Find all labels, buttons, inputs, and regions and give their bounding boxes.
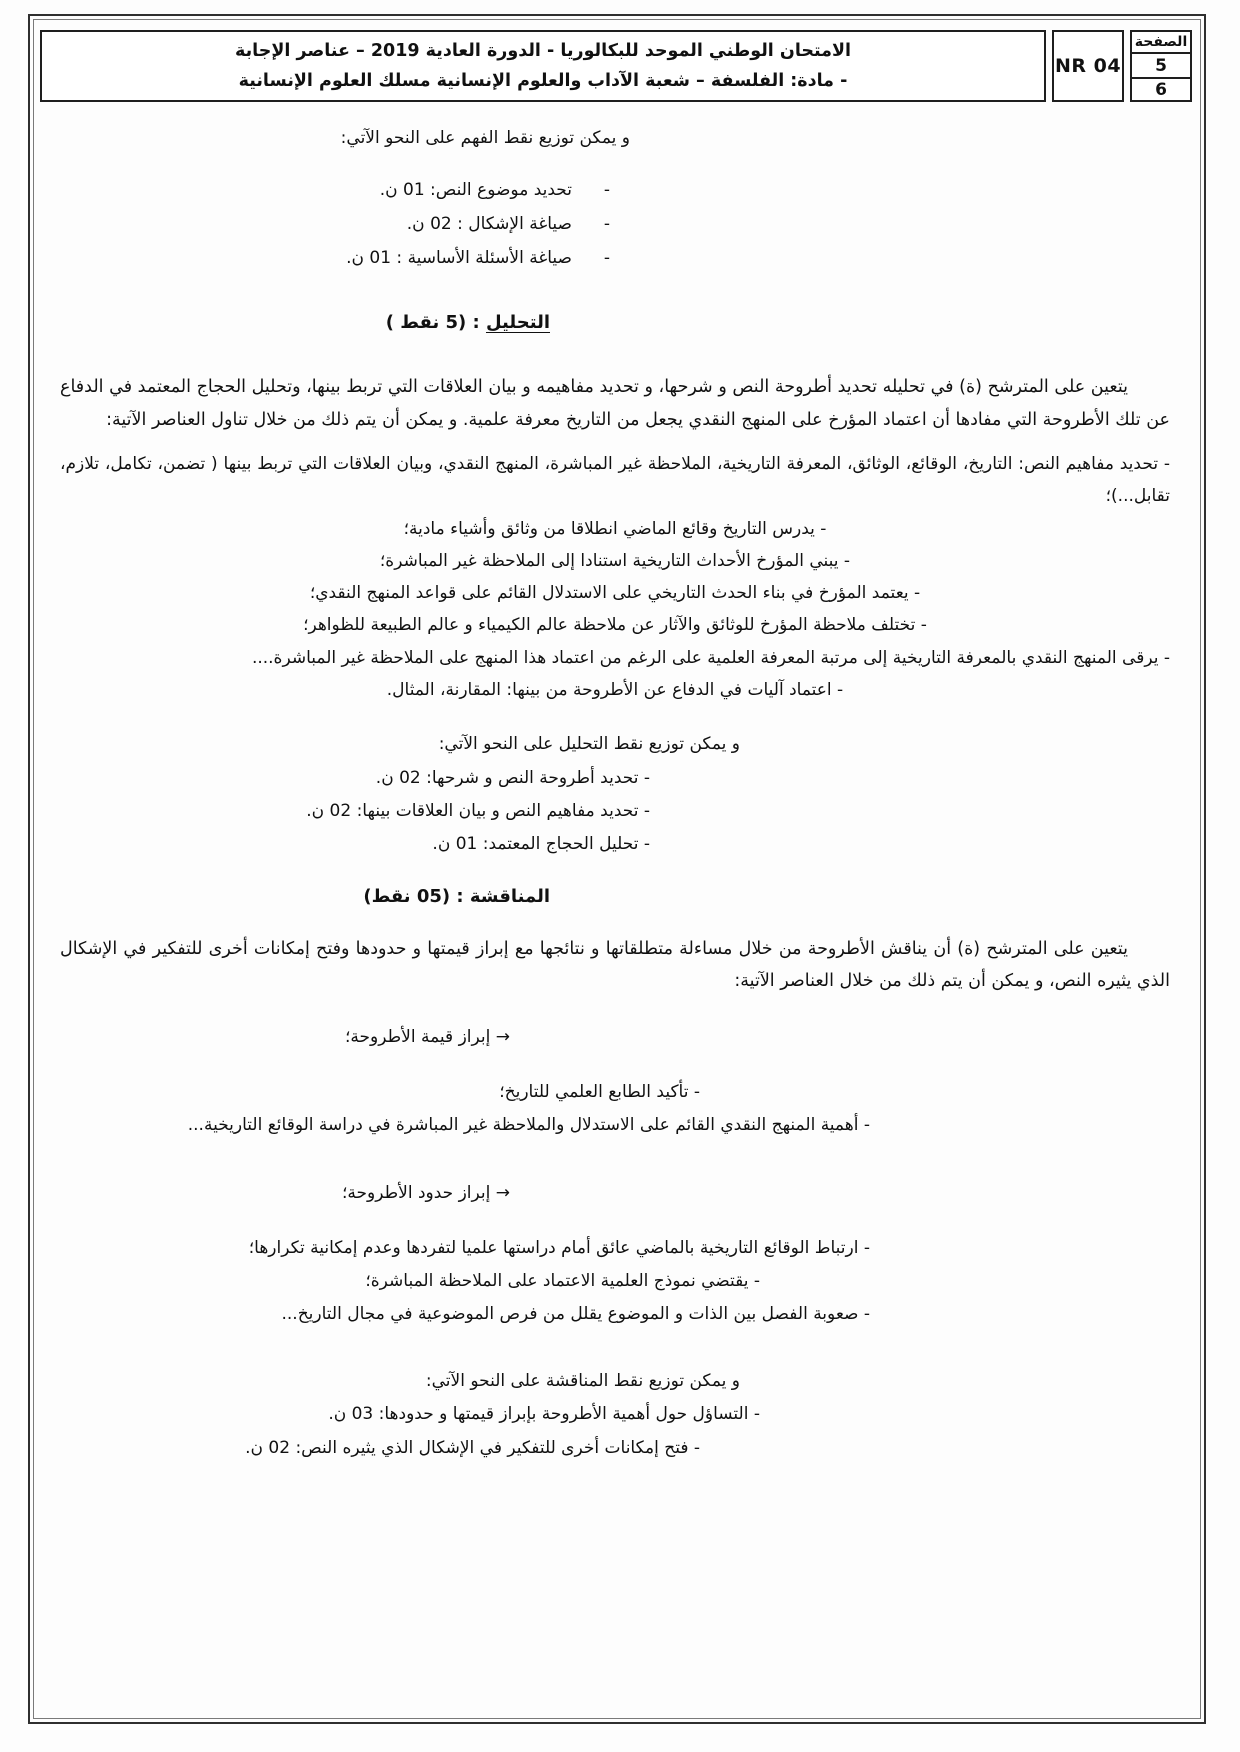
list-item-label: تحديد موضوع النص: 01 ن.	[379, 180, 572, 201]
list-item-label: صياغة الإشكال : 02 ن.	[406, 214, 572, 235]
list-item-label: صياغة الأسئلة الأساسية : 01 ن.	[346, 248, 572, 269]
list-item	[60, 173, 610, 207]
discussion-paragraph: يتعين على المترشح (ة) أن يناقش الأطروحة من خلال مساءلة متطلقاتها و نتائجها مع إبراز قيمتها و حدودها وفتح إمكانات أخرى للتفكير في الإشكال الذي يثيره النص، و يمكن أن يتم ذلك من خلال العناصر الآتية:	[60, 938, 1170, 992]
dash-icon: -	[603, 214, 610, 235]
exam-title-box	[40, 30, 1046, 102]
exam-title-line-2: - مادة: الفلسفة – شعبة الآداب والعلوم الإنسانية مسلك العلوم الإنسانية	[238, 71, 848, 91]
discussion-distribution-item: - فتح إمكانات أخرى للتفكير في الإشكال الذي يثيره النص: 02 ن.	[245, 1437, 700, 1458]
analysis-distribution-intro: و يمكن توزيع نقط التحليل على النحو الآتي:	[438, 734, 740, 755]
analysis-paragraph: يتعين على المترشح (ة) في تحليله تحديد أطروحة النص و شرحها، و تحديد مفاهيمه و بيان العلاقات التي تربط بينها، وتحليل الحجاج المعتمد في الدفاع عن تلك الأطروحة التي مفادها أن اعتماد المؤرخ على المنهج النقدي يجعل من التاريخ معرفة علمية. و يمكن أن يتم ذلك من خلال تناول العناصر الآتية:	[60, 377, 1170, 430]
exam-code-box: NR 04	[1052, 30, 1124, 102]
discussion-distribution-item: - التساؤل حول أهمية الأطروحة بإبراز قيمتها و حدودها: 03 ن.	[328, 1404, 760, 1425]
comprehension-distribution-intro: و يمكن توزيع نقط الفهم على النحو الآتي:	[340, 128, 630, 148]
analysis-heading-points: : (5 نقط )	[385, 312, 480, 334]
list-item: - يرقى المنهج النقدي بالمعرفة التاريخية إلى مرتبة المعرفة العلمية على الرغم من اعتماد هذا المنهج على الملاحظة غير المباشرة....	[251, 647, 1170, 668]
list-item: - تختلف ملاحظة المؤرخ للوثائق والآثار عن ملاحظة عالم الكيمياء و عالم الطبيعة للظواهر؛	[303, 615, 927, 636]
analysis-bullets	[60, 448, 1170, 706]
discussion-distribution-intro: و يمكن توزيع نقط المناقشة على النحو الآتي:	[425, 1371, 740, 1392]
list-item	[60, 241, 610, 275]
page-label: الصفحة	[1132, 31, 1190, 54]
discussion-section-heading	[60, 883, 1170, 911]
analysis-distribution-item: - تحديد مفاهيم النص و بيان العلاقات بينها: 02 ن.	[306, 800, 650, 821]
exam-header	[40, 30, 1192, 102]
limits-point: - ارتباط الوقائع التاريخية بالماضي عائق أمام دراستها علميا لتفردها وعدم إمكانية تكرارها؛	[248, 1237, 870, 1258]
list-item: - تحديد مفاهيم النص: التاريخ، الوقائع، الوثائق، المعرفة التاريخية، الملاحظة غير المباشرة، المنهج النقدي، وبيان العلاقات التي تربط بينها ( تضمن، تكامل، تلازم، تقابل...)؛	[60, 453, 1170, 507]
analysis-section-heading	[60, 309, 1170, 337]
list-item: - اعتماد آليات في الدفاع عن الأطروحة من بينها: المقارنة، المثال.	[386, 680, 844, 701]
dash-icon: -	[603, 180, 610, 201]
page-total: 6	[1155, 80, 1167, 100]
discussion-heading-points: : (05 نقط)	[363, 885, 464, 907]
comprehension-points-list	[60, 173, 1170, 275]
exam-title-line-1: الامتحان الوطني الموحد للبكالوريا - الدورة العادية 2019 – عناصر الإجابة	[234, 41, 852, 61]
limits-heading: → إبراز حدود الأطروحة؛	[342, 1182, 510, 1203]
page-number-box	[1130, 30, 1192, 102]
analysis-heading-label: التحليل	[485, 312, 550, 334]
limits-point: - يقتضي نموذج العلمية الاعتماد على الملاحظة المباشرة؛	[365, 1270, 760, 1291]
analysis-distribution-item: - تحديد أطروحة النص و شرحها: 02 ن.	[375, 767, 650, 788]
list-item	[60, 207, 610, 241]
discussion-heading-label: المناقشة	[469, 885, 550, 907]
analysis-distribution-item: - تحليل الحجاج المعتمد: 01 ن.	[432, 833, 650, 854]
value-heading: → إبراز قيمة الأطروحة؛	[345, 1026, 510, 1047]
document-body	[60, 125, 1170, 1465]
list-item: - يبني المؤرخ الأحداث التاريخية استنادا إلى الملاحظة غير المباشرة؛	[379, 550, 851, 571]
value-point: - أهمية المنهج النقدي القائم على الاستدلال والملاحظة غير المباشرة في دراسة الوقائع التاريخية...	[187, 1114, 870, 1135]
dash-icon: -	[603, 248, 610, 269]
value-point: - تأكيد الطابع العلمي للتاريخ؛	[499, 1081, 700, 1102]
list-item: - يعتمد المؤرخ في بناء الحدث التاريخي على الاستدلال القائم على قواعد المنهج النقدي؛	[309, 583, 921, 604]
page-current: 5	[1132, 54, 1190, 79]
limits-point: - صعوبة الفصل بين الذات و الموضوع يقلل من فرص الموضوعية في مجال التاريخ...	[281, 1304, 870, 1325]
list-item: - يدرس التاريخ وقائع الماضي انطلاقا من وثائق وأشياء مادية؛	[403, 518, 827, 539]
